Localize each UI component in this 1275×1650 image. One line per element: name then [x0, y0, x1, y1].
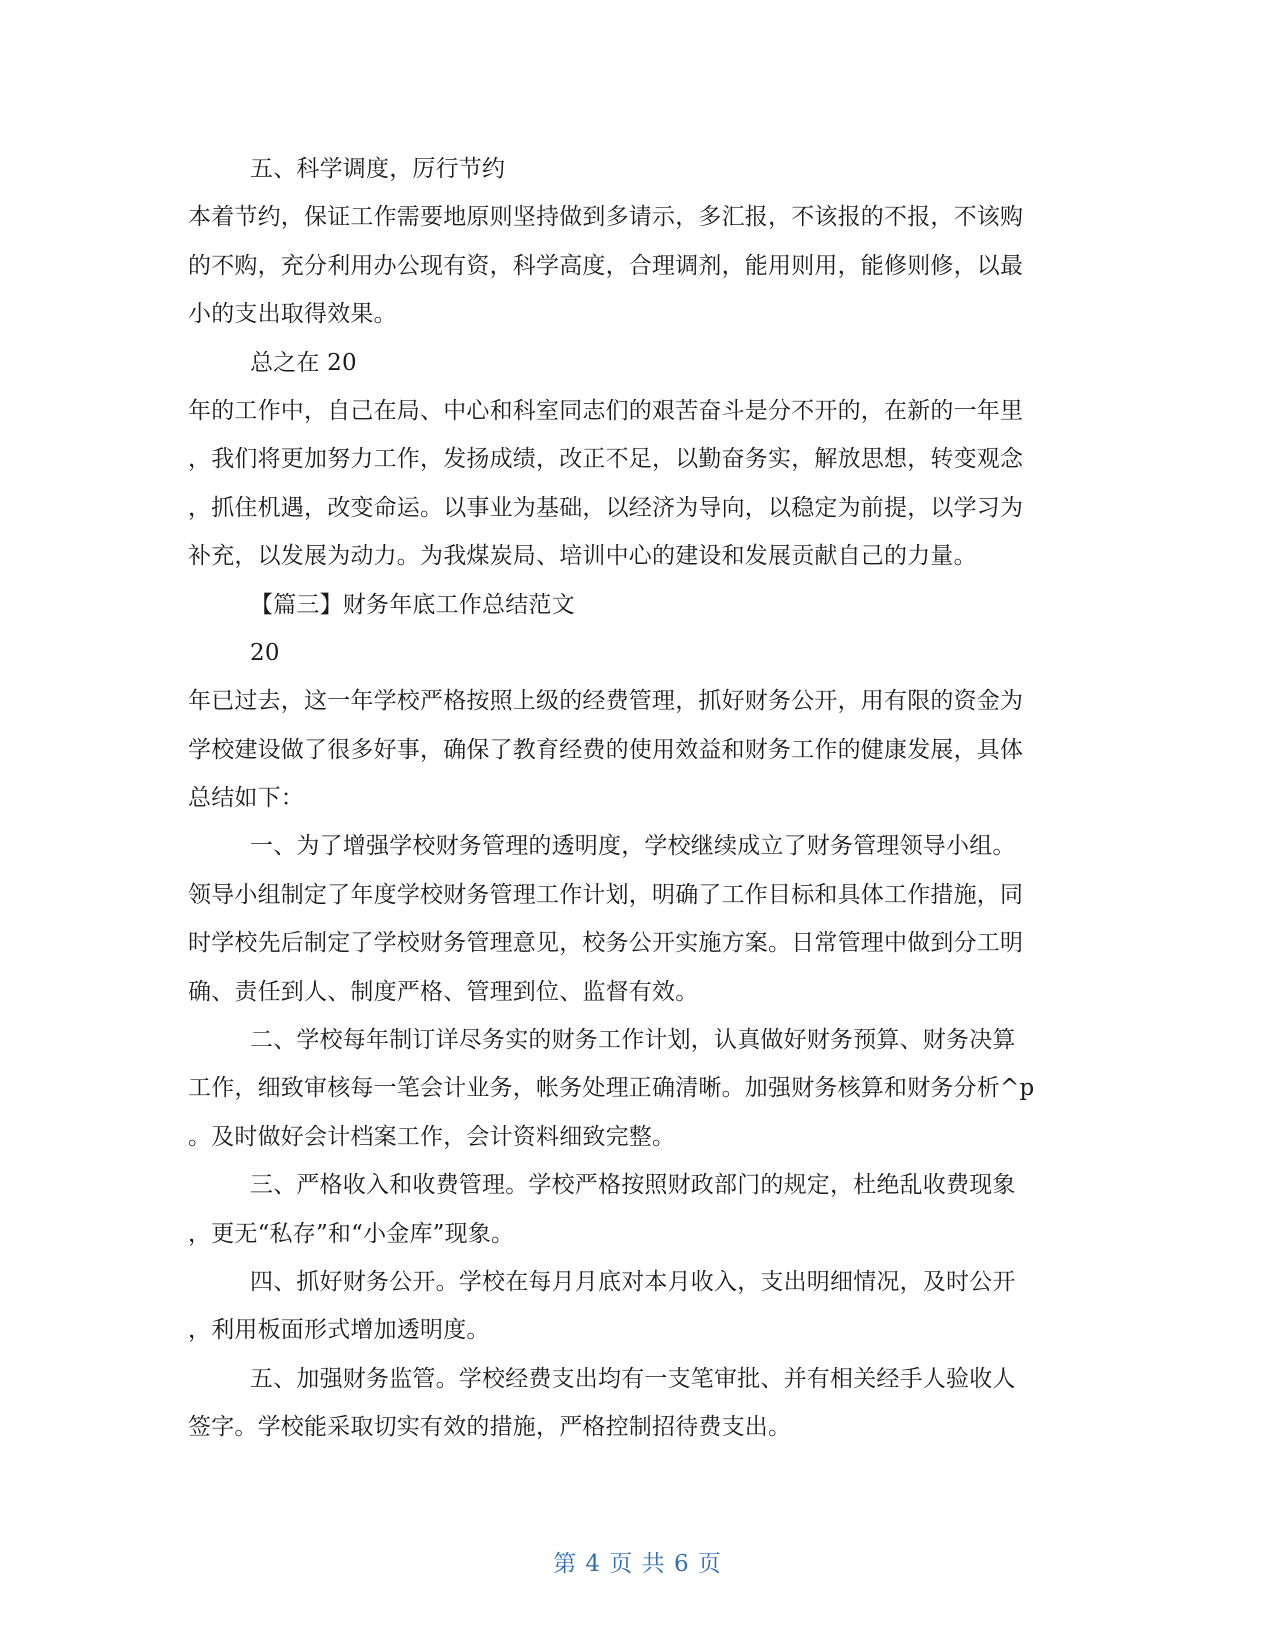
paragraph-line: 领导小组制定了年度学校财务管理工作计划，明确了工作目标和具体工作措施，同: [188, 881, 1024, 908]
paragraph-line: 四、抓好财务公开。学校在每月月底对本月收入，支出明细情况，及时公开: [250, 1268, 1016, 1295]
paragraph-line: 签字。学校能采取切实有效的措施，严格控制招待费支出。: [188, 1414, 792, 1441]
paragraph-line: 年的工作中，自己在局、中心和科室同志们的艰苦奋斗是分不开的，在新的一年里: [188, 397, 1024, 424]
paragraph-line: ，利用板面形式增加透明度。: [188, 1317, 490, 1344]
paragraph-line: 确、责任到人、制度严格、管理到位、监督有效。: [188, 978, 699, 1005]
paragraph-line: 补充，以发展为动力。为我煤炭局、培训中心的建设和发展贡献自己的力量。: [188, 543, 977, 570]
section-heading: 五、科学调度，厉行节约: [250, 156, 506, 182]
page-number-footer: 第 4 页 共 6 页: [553, 1551, 722, 1577]
body-text: [188, 145, 1088, 1452]
paragraph-line: 五、加强财务监管。学校经费支出均有一支笔审批、并有相关经手人验收人: [250, 1365, 1016, 1392]
paragraph-line: 。及时做好会计档案工作，会计资料细致完整。: [188, 1123, 676, 1150]
paragraph-line: ，抓住机遇，改变命运。以事业为基础，以经济为导向，以稳定为前提，以学习为: [188, 494, 1024, 521]
paragraph-line: 学校建设做了很多好事，确保了教育经费的使用效益和财务工作的健康发展，具体: [188, 736, 1024, 763]
paragraph-line: 20: [250, 639, 280, 666]
paragraph-line: 年已过去，这一年学校严格按照上级的经费管理，抓好财务公开，用有限的资金为: [188, 688, 1024, 715]
article-title: 【篇三】财务年底工作总结范文: [250, 591, 575, 618]
paragraph-line: 小的支出取得效果。: [188, 301, 397, 328]
paragraph-line: 的不购，充分利用办公现有资，科学高度，合理调剂，能用则用，能修则修，以最: [188, 252, 1024, 279]
paragraph-line: 二、学校每年制订详尽务实的财务工作计划，认真做好财务预算、财务决算: [250, 1027, 1016, 1054]
paragraph-line: 三、严格收入和收费管理。学校严格按照财政部门的规定，杜绝乱收费现象: [250, 1172, 1016, 1199]
paragraph-line: 本着节约，保证工作需要地原则坚持做到多请示，多汇报，不该报的不报，不该购: [188, 204, 1024, 231]
paragraph-line: 一、为了增强学校财务管理的透明度，学校继续成立了财务管理领导小组。: [250, 833, 1016, 860]
paragraph-line: ，我们将更加努力工作，发扬成绩，改正不足，以勤奋务实，解放思想，转变观念: [188, 446, 1024, 473]
paragraph-line: 总结如下：: [188, 785, 304, 812]
paragraph-line: 总之在 20: [250, 349, 357, 376]
paragraph-line: 时学校先后制定了学校财务管理意见，校务公开实施方案。日常管理中做到分工明: [188, 930, 1024, 957]
paragraph-line: ，更无“私存”和“小金库”现象。: [188, 1220, 515, 1247]
paragraph-line: 工作，细致审核每一笔会计业务，帐务处理正确清晰。加强财务核算和财务分析^p: [188, 1075, 1035, 1102]
